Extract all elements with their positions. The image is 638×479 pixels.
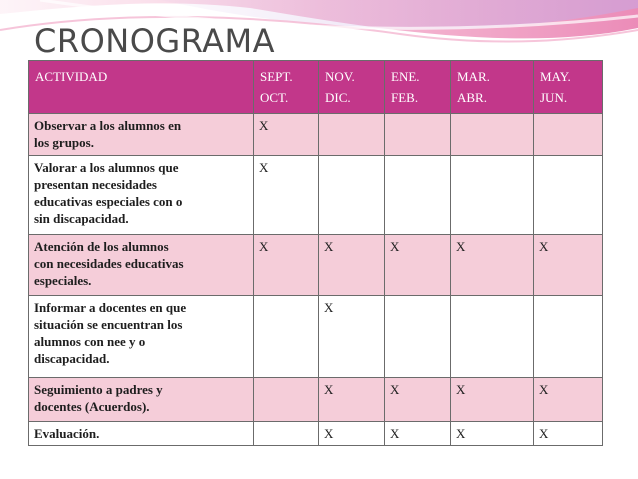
mark-cell: X — [385, 235, 451, 296]
mark-cell: X — [451, 422, 534, 446]
activity-cell: Evaluación. — [29, 422, 254, 446]
mark-cell: X — [534, 422, 603, 446]
activity-cell: Valorar a los alumnos que presentan necesidades educativas especiales con o sin discapacidad. — [29, 156, 254, 235]
mark-cell — [385, 296, 451, 378]
mark-cell — [319, 114, 385, 156]
mark-cell — [534, 114, 603, 156]
mark-cell — [385, 114, 451, 156]
mark-cell — [254, 422, 319, 446]
column-header-may-jun: MAY. JUN. — [534, 61, 603, 114]
mark-cell — [254, 378, 319, 422]
table-row — [29, 114, 603, 156]
mark-cell: X — [451, 235, 534, 296]
mark-cell: X — [385, 378, 451, 422]
column-header-nov-dic: NOV. DIC. — [319, 61, 385, 114]
schedule-table — [28, 60, 603, 446]
column-header-activity: ACTIVIDAD — [29, 61, 254, 114]
mark-cell: X — [254, 156, 319, 235]
table-row — [29, 296, 603, 378]
mark-cell: X — [254, 114, 319, 156]
mark-cell: X — [319, 422, 385, 446]
activity-cell: Atención de los alumnos con necesidades educativas especiales. — [29, 235, 254, 296]
mark-cell: X — [385, 422, 451, 446]
column-header-ene-feb: ENE. FEB. — [385, 61, 451, 114]
table-row — [29, 235, 603, 296]
mark-cell: X — [451, 378, 534, 422]
table-row — [29, 422, 603, 446]
mark-cell: X — [319, 378, 385, 422]
header-row — [29, 61, 603, 114]
activity-cell: Informar a docentes en que situación se encuentran los alumnos con nee y o discapacidad. — [29, 296, 254, 378]
activity-cell: Seguimiento a padres y docentes (Acuerdos). — [29, 378, 254, 422]
column-header-sept-oct: SEPT. OCT. — [254, 61, 319, 114]
mark-cell — [451, 114, 534, 156]
mark-cell — [451, 296, 534, 378]
table-row — [29, 378, 603, 422]
mark-cell — [254, 296, 319, 378]
mark-cell: X — [534, 235, 603, 296]
mark-cell: X — [254, 235, 319, 296]
mark-cell: X — [534, 378, 603, 422]
mark-cell — [451, 156, 534, 235]
column-header-mar-abr: MAR. ABR. — [451, 61, 534, 114]
page-title: CRONOGRAMA — [34, 22, 276, 60]
mark-cell: X — [319, 235, 385, 296]
mark-cell — [534, 156, 603, 235]
mark-cell: X — [319, 296, 385, 378]
mark-cell — [319, 156, 385, 235]
table-row — [29, 156, 603, 235]
mark-cell — [534, 296, 603, 378]
mark-cell — [385, 156, 451, 235]
activity-cell: Observar a los alumnos en los grupos. — [29, 114, 254, 156]
